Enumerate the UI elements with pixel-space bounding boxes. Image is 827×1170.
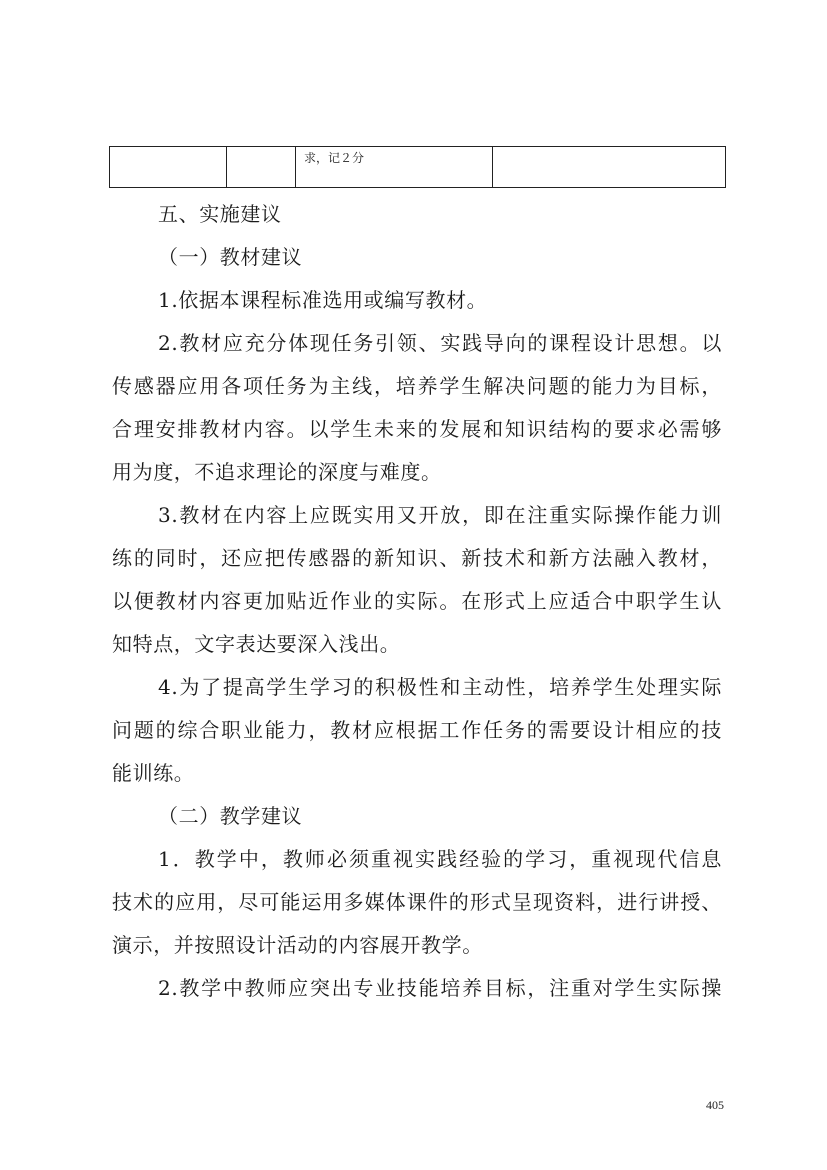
table-cell xyxy=(227,147,296,188)
table-row xyxy=(110,147,726,188)
subsection-heading-textbook: （一）教材建议 xyxy=(158,245,303,269)
paragraph-line: 4.为了提高学生学习的积极性和主动性，培养学生处理实际 xyxy=(158,675,722,699)
paragraph-line: 合理安排教材内容。以学生未来的发展和知识结构的要求必需够 xyxy=(112,417,722,441)
paragraph-line: 练的同时，还应把传感器的新知识、新技术和新方法融入教材， xyxy=(112,546,722,570)
paragraph-line: 用为度，不追求理论的深度与难度。 xyxy=(112,460,442,484)
section-heading-implementation: 五、实施建议 xyxy=(158,202,282,226)
paragraph-line: 问题的综合职业能力，教材应根据工作任务的需要设计相应的技 xyxy=(112,718,722,742)
paragraph-line: 传感器应用各项任务为主线，培养学生解决问题的能力为目标， xyxy=(112,374,722,398)
table-cell xyxy=(110,147,227,188)
assessment-table-tail xyxy=(109,146,726,188)
table-cell xyxy=(493,147,726,188)
table-cell: 求，记２分 xyxy=(296,147,493,188)
paragraph-line: 3.教材在内容上应既实用又开放，即在注重实际操作能力训 xyxy=(158,503,722,527)
paragraph-line: 1．教学中，教师必须重视实践经验的学习，重视现代信息 xyxy=(158,847,722,871)
paragraph-line: 2.教材应充分体现任务引领、实践导向的课程设计思想。以 xyxy=(158,331,722,355)
paragraph-line: 技术的应用，尽可能运用多媒体课件的形式呈现资料，进行讲授、 xyxy=(112,890,722,914)
paragraph-line: 2.教学中教师应突出专业技能培养目标，注重对学生实际操 xyxy=(158,976,722,1000)
paragraph-line: 以便教材内容更加贴近作业的实际。在形式上应适合中职学生认 xyxy=(112,589,722,613)
page-number: 405 xyxy=(706,1098,724,1112)
paragraph-line: 演示，并按照设计活动的内容展开教学。 xyxy=(112,933,483,957)
subsection-heading-teaching: （二）教学建议 xyxy=(158,804,303,828)
paragraph-line: 知特点，文字表达要深入浅出。 xyxy=(112,632,401,656)
paragraph-line: 能训练。 xyxy=(112,761,195,785)
paragraph-line: 1.依据本课程标准选用或编写教材。 xyxy=(158,288,488,312)
